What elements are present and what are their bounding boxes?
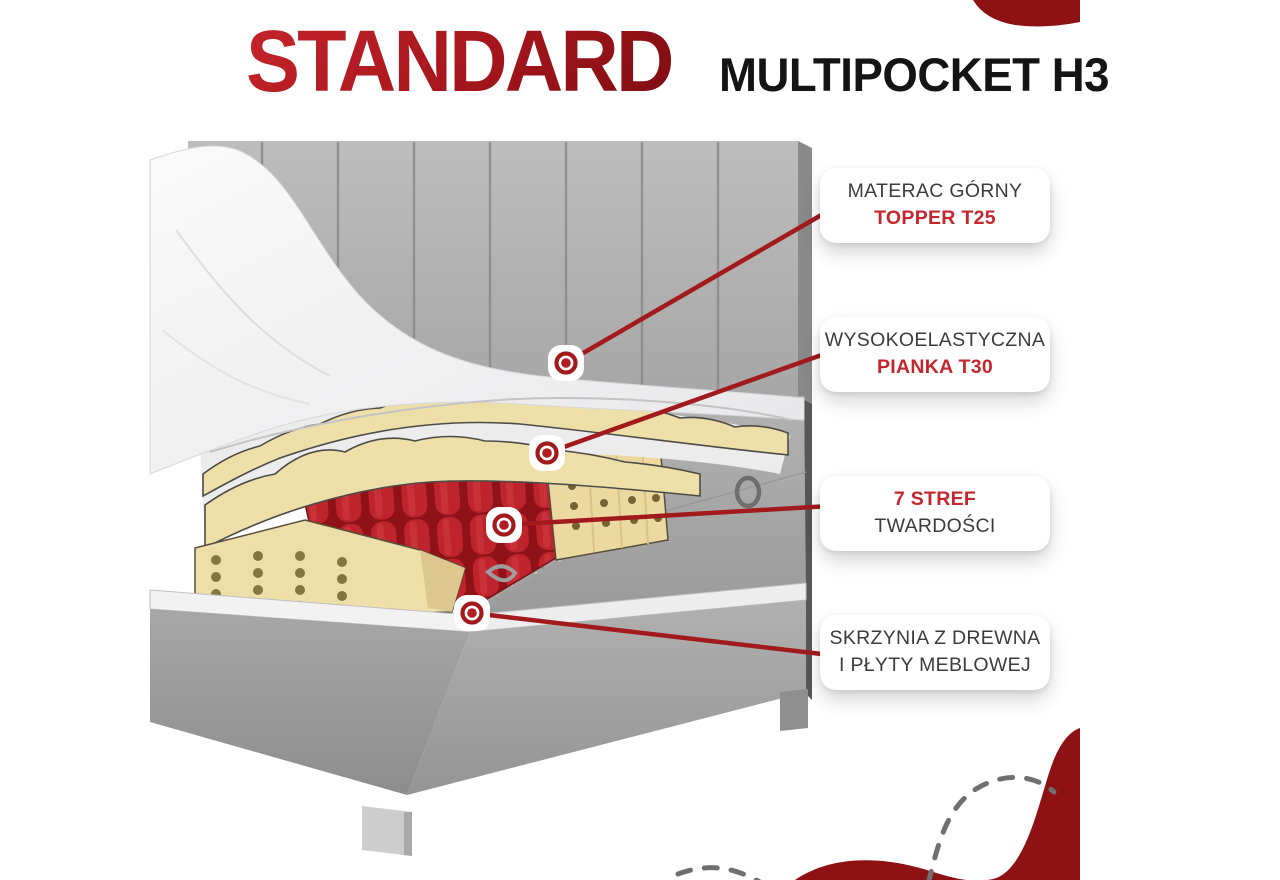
callout-label-zones — [820, 476, 1050, 551]
callout-text: SKRZYNIA Z DREWNA — [829, 627, 1041, 649]
title-primary: STANDARD — [246, 13, 672, 110]
callout-label-foam — [820, 317, 1050, 392]
callout-label-topper — [820, 168, 1050, 243]
callout-text: MATERAC GÓRNY — [847, 180, 1023, 202]
callout-text: WYSOKOELASTYCZNA — [824, 329, 1046, 351]
callout-text: TOPPER T25 — [874, 207, 996, 230]
callout-label-base — [820, 615, 1050, 690]
page-title — [246, 13, 1121, 110]
callout-text: TWARDOŚCI — [874, 515, 996, 538]
marker-topper — [548, 345, 584, 381]
callout-text: 7 STREF — [893, 488, 977, 510]
callout-text: I PŁYTY MEBLOWEJ — [839, 654, 1031, 677]
dashed-curve-left — [678, 868, 772, 880]
marker-foam — [529, 435, 565, 471]
callout-text: PIANKA T30 — [876, 356, 994, 379]
headboard-side-edge — [798, 141, 812, 410]
marker-base — [454, 595, 490, 631]
right-foot — [780, 689, 808, 731]
title-secondary: MULTIPOCKET H3 — [718, 48, 1109, 101]
marker-zones — [486, 507, 522, 543]
